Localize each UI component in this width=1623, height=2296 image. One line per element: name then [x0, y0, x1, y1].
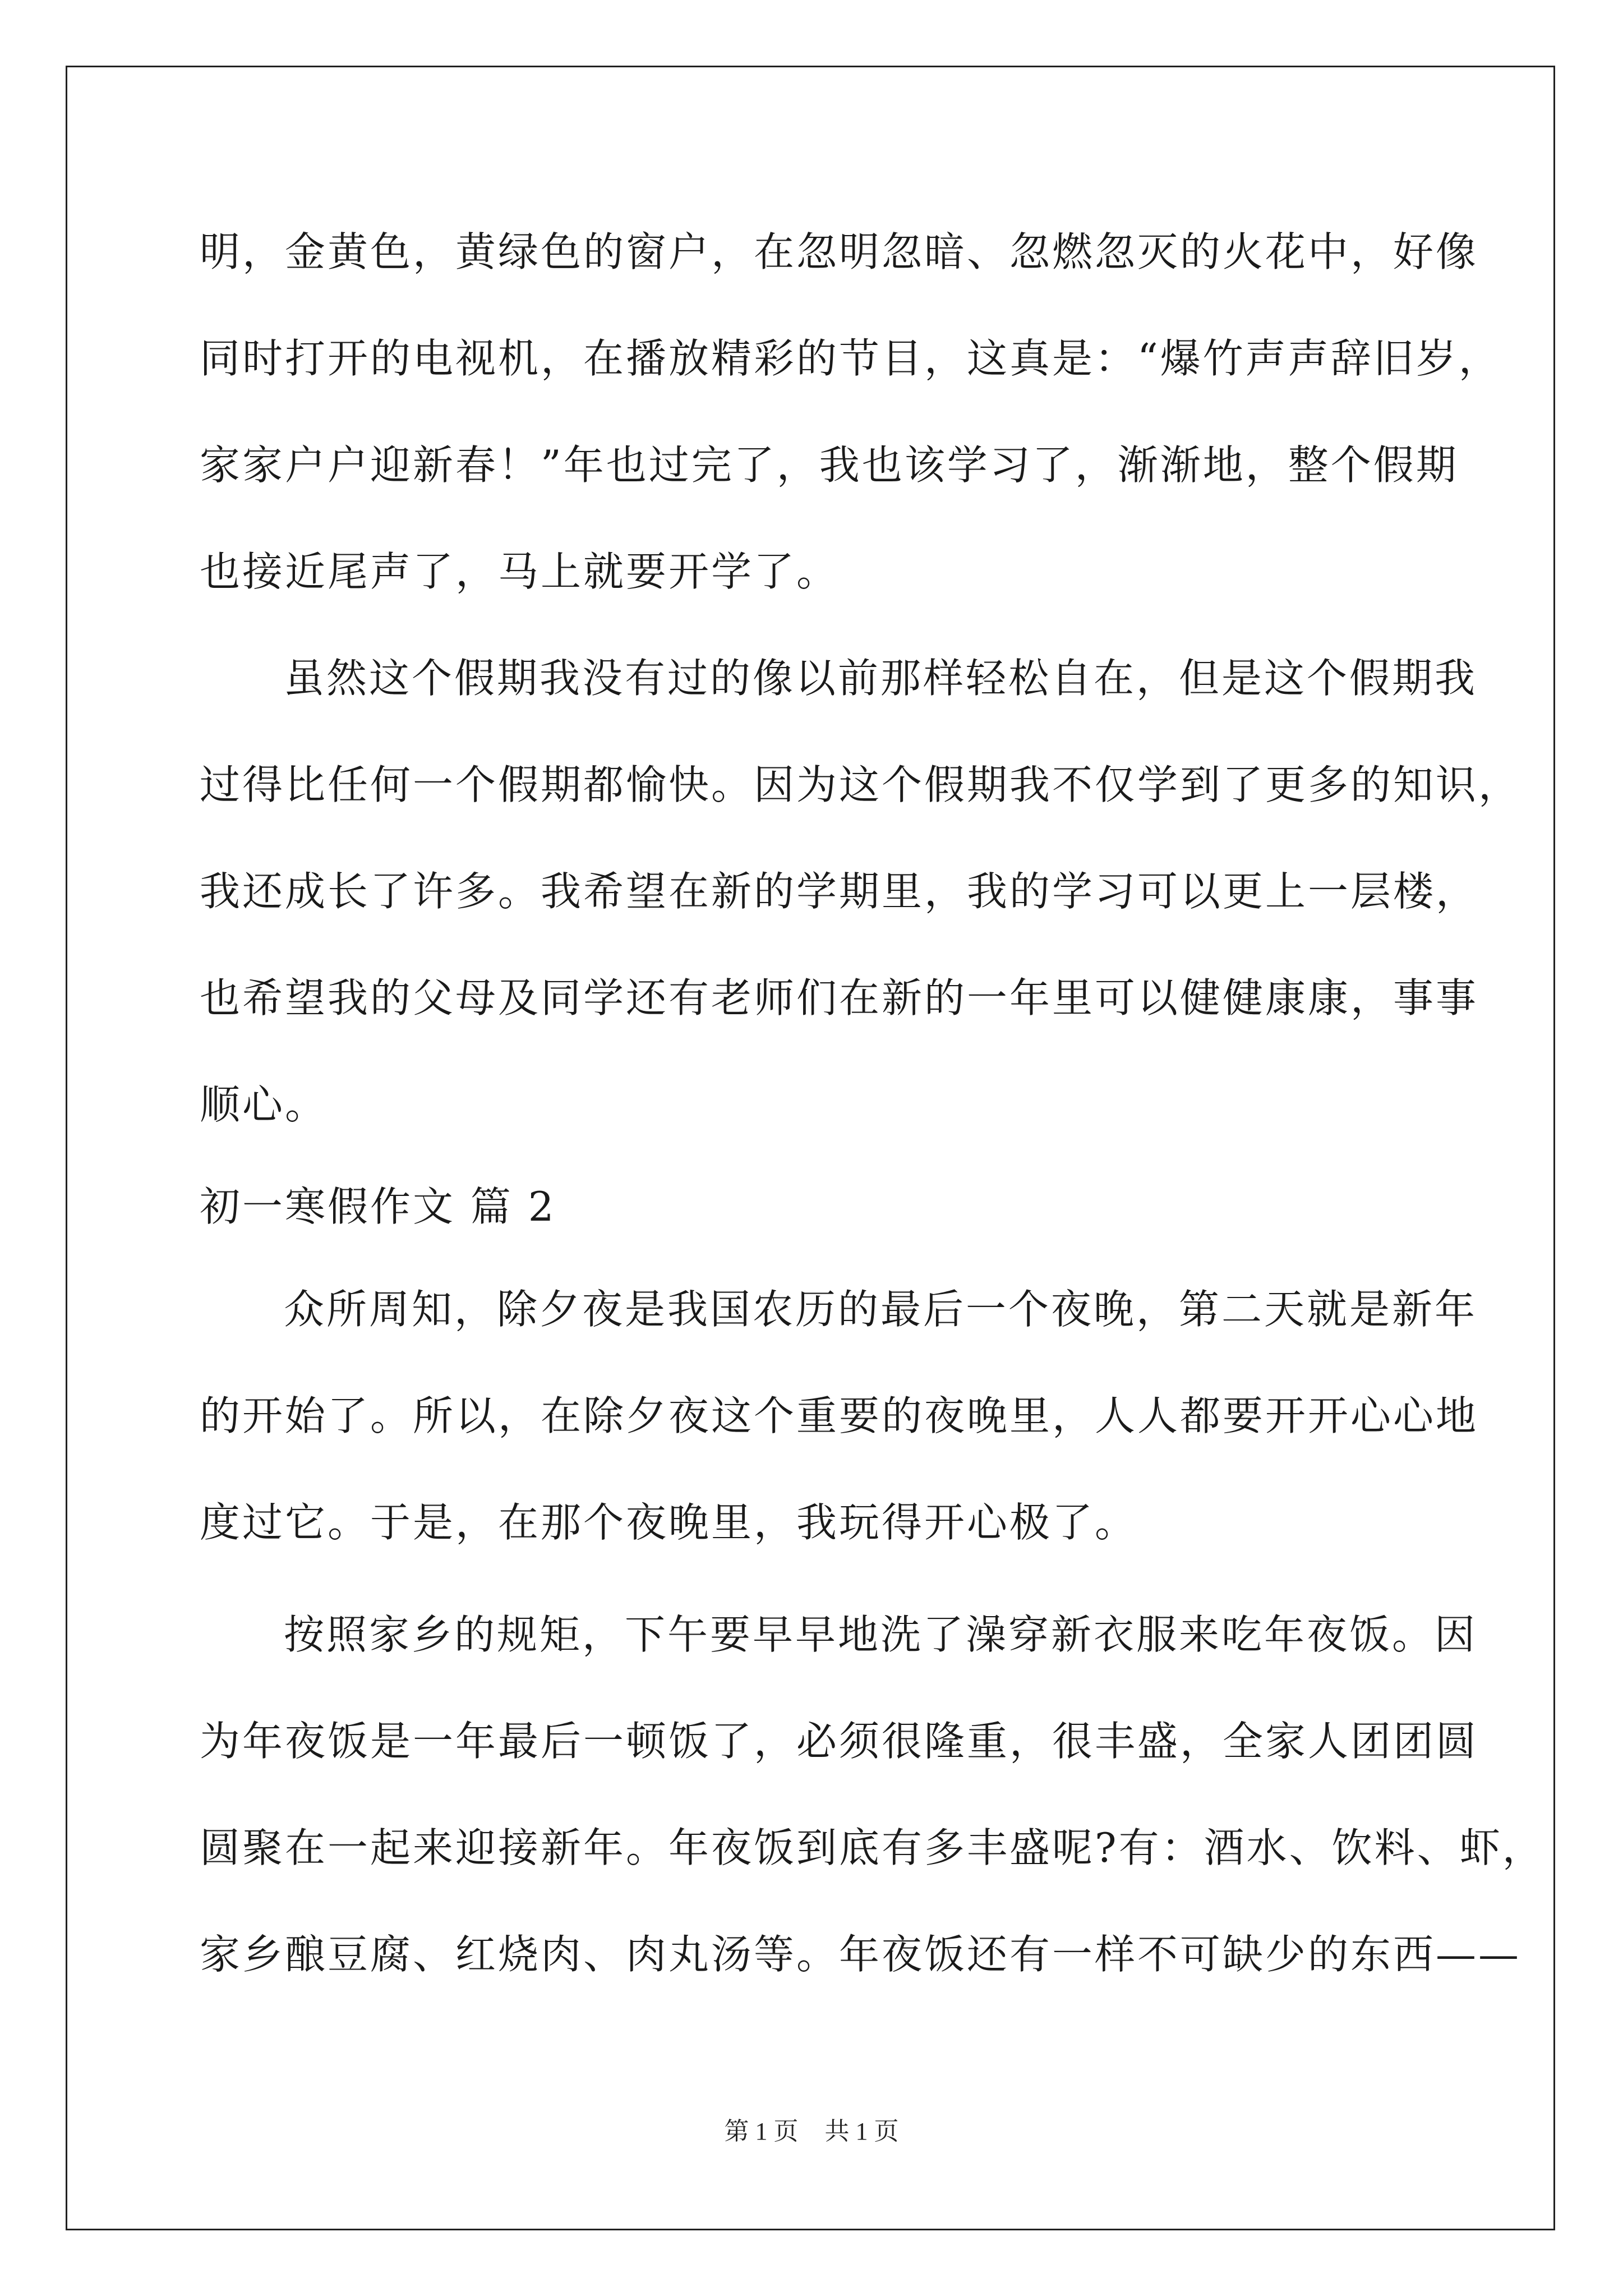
- text-line: 的开始了。所以，在除夕夜这个重要的夜晚里，人人都要开开心心地: [200, 1392, 1479, 1439]
- text-line: 也希望我的父母及同学还有老师们在新的一年里可以健健康康，事事: [200, 974, 1479, 1022]
- text-line: 也接近尾声了，马上就要开学了。: [200, 548, 840, 595]
- text-line: 我还成长了许多。我希望在新的学期里，我的学习可以更上一层楼，: [200, 868, 1479, 915]
- page-number-current: 第 1 页: [724, 2118, 799, 2145]
- text-line: 家乡酿豆腐、红烧肉、肉丸汤等。年夜饭还有一样不可缺少的东西——: [200, 1931, 1521, 1978]
- text-line: 为年夜饭是一年最后一顿饭了，必须很隆重，很丰盛，全家人团团圆: [200, 1718, 1479, 1765]
- paragraph-first-line: 众所周知，除夕夜是我国农历的最后一个夜晚，第二天就是新年: [284, 1286, 1478, 1333]
- page-border: [66, 66, 1555, 2230]
- text-line: 家家户户迎新春！”年也过完了，我也该学习了，渐渐地，整个假期: [200, 441, 1459, 489]
- text-line: 过得比任何一个假期都愉快。因为这个假期我不仅学到了更多的知识，: [200, 761, 1521, 808]
- paragraph-first-line: 按照家乡的规矩，下午要早早地洗了澡穿新衣服来吃年夜饭。因: [284, 1611, 1478, 1658]
- text-line: 圆聚在一起来迎接新年。年夜饭到底有多丰盛呢?有：酒水、饮料、虾，: [200, 1824, 1545, 1871]
- text-line: 明，金黄色，黄绿色的窗户，在忽明忽暗、忽燃忽灭的火花中，好像: [200, 228, 1479, 275]
- text-line: 顺心。: [200, 1081, 328, 1128]
- text-line: 同时打开的电视机，在播放精彩的节目，这真是：“爆竹声声辞旧岁，: [200, 335, 1501, 382]
- text-line: 度过它。于是，在那个夜晚里，我玩得开心极了。: [200, 1499, 1138, 1546]
- page-footer: [0, 2115, 1623, 2148]
- section-heading: 初一寒假作文 篇 2: [200, 1183, 556, 1230]
- page-number-total: 共 1 页: [824, 2118, 899, 2145]
- paragraph-first-line: 虽然这个假期我没有过的像以前那样轻松自在，但是这个假期我: [284, 655, 1478, 702]
